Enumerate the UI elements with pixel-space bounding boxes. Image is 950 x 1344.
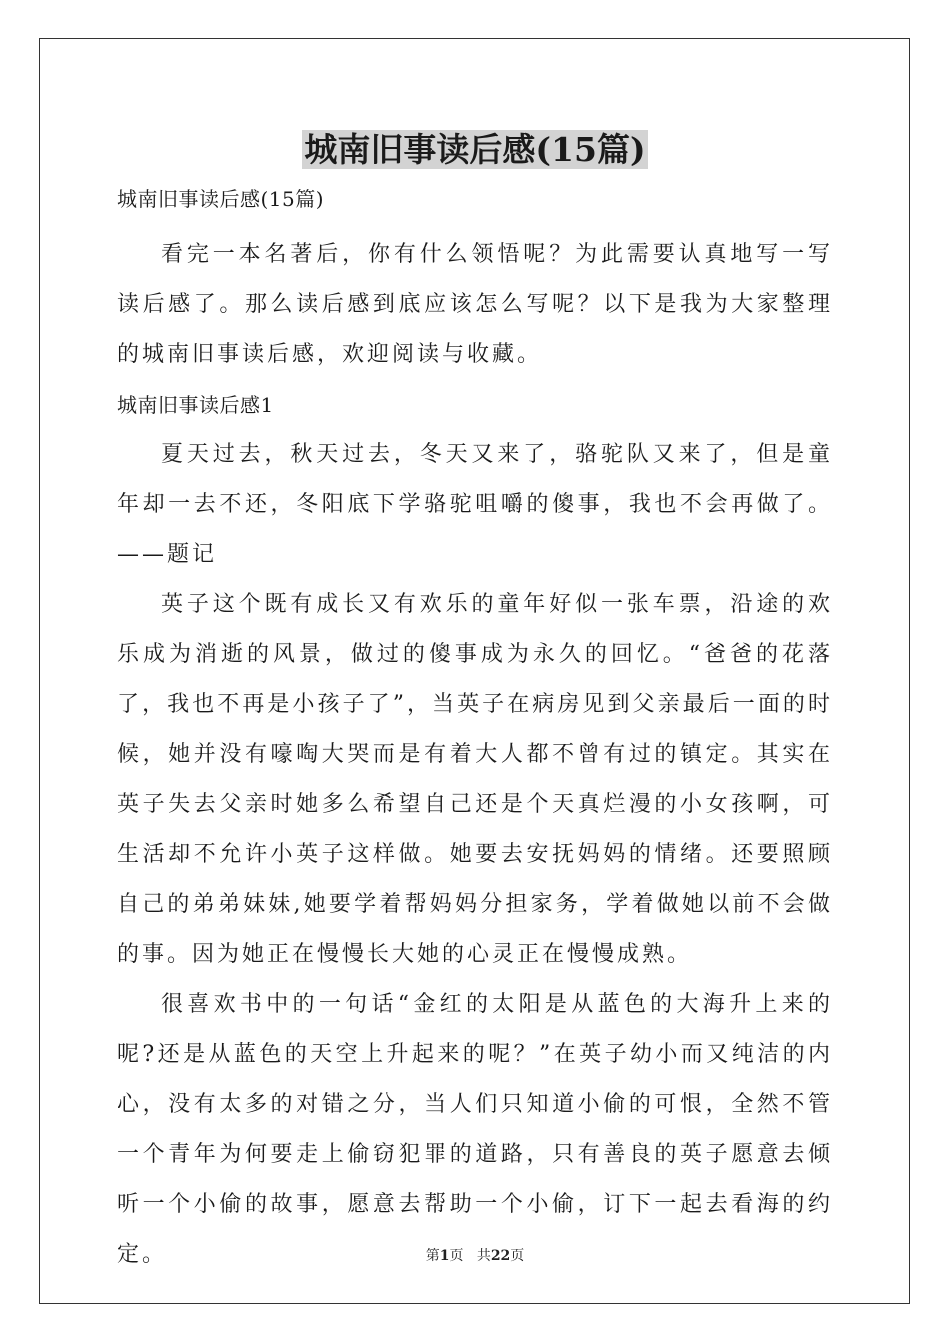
footer-total-pages: 22 bbox=[490, 1248, 511, 1264]
footer-page-suffix: 页 bbox=[449, 1248, 464, 1264]
section-heading: 城南旧事读后感1 bbox=[117, 393, 274, 417]
document-title bbox=[0, 128, 950, 172]
page-footer bbox=[0, 1247, 950, 1265]
footer-page-number: 1 bbox=[439, 1248, 450, 1264]
body-paragraph-2: 英子这个既有成长又有欢乐的童年好似一张车票，沿途的欢乐成为消逝的风景，做过的傻事成为永久的回忆。“爸爸的花落了，我也不再是小孩子了”，当英子在病房见到父亲最后一面的时候，她并没有嚎啕大哭而是有着大人都不曾有过的镇定。其实在英子失去父亲时她多么希望自己还是个天真烂漫的小女孩啊，可生活却不允许小英子这样做。她要去安抚妈妈的情绪。还要照顾自己的弟弟妹妹,她要学着帮妈妈分担家务，学着做她以前不会做的事。因为她正在慢慢长大她的心灵正在慢慢成熟。 bbox=[117, 592, 833, 967]
footer-total-suffix: 页 bbox=[510, 1248, 525, 1264]
footer-page-prefix: 第 bbox=[425, 1248, 440, 1264]
body-paragraph-1: 夏天过去，秋天过去，冬天又来了，骆驼队又来了，但是童年却一去不还，冬阳底下学骆驼咀嚼的傻事，我也不会再做了。——题记 bbox=[117, 442, 833, 567]
body-paragraph-3: 很喜欢书中的一句话“金红的太阳是从蓝色的大海升上来的呢?还是从蓝色的天空上升起来的呢？”在英子幼小而又纯洁的内心，没有太多的对错之分，当人们只知道小偷的可恨，全然不管一个青年为何要走上偷窃犯罪的道路，只有善良的英子愿意去倾听一个小偷的故事，愿意去帮助一个小偷，订下一起去看海的约定。 bbox=[117, 992, 833, 1267]
footer-total-prefix: 共 bbox=[476, 1248, 491, 1264]
document-subtitle: 城南旧事读后感(15篇) bbox=[117, 187, 325, 211]
document-title-text: 城南旧事读后感(15篇) bbox=[304, 130, 646, 169]
intro-paragraph: 看完一本名著后，你有什么领悟呢？为此需要认真地写一写读后感了。那么读后感到底应该怎么写呢？以下是我为大家整理的城南旧事读后感，欢迎阅读与收藏。 bbox=[117, 242, 833, 367]
document-body bbox=[117, 180, 833, 1280]
